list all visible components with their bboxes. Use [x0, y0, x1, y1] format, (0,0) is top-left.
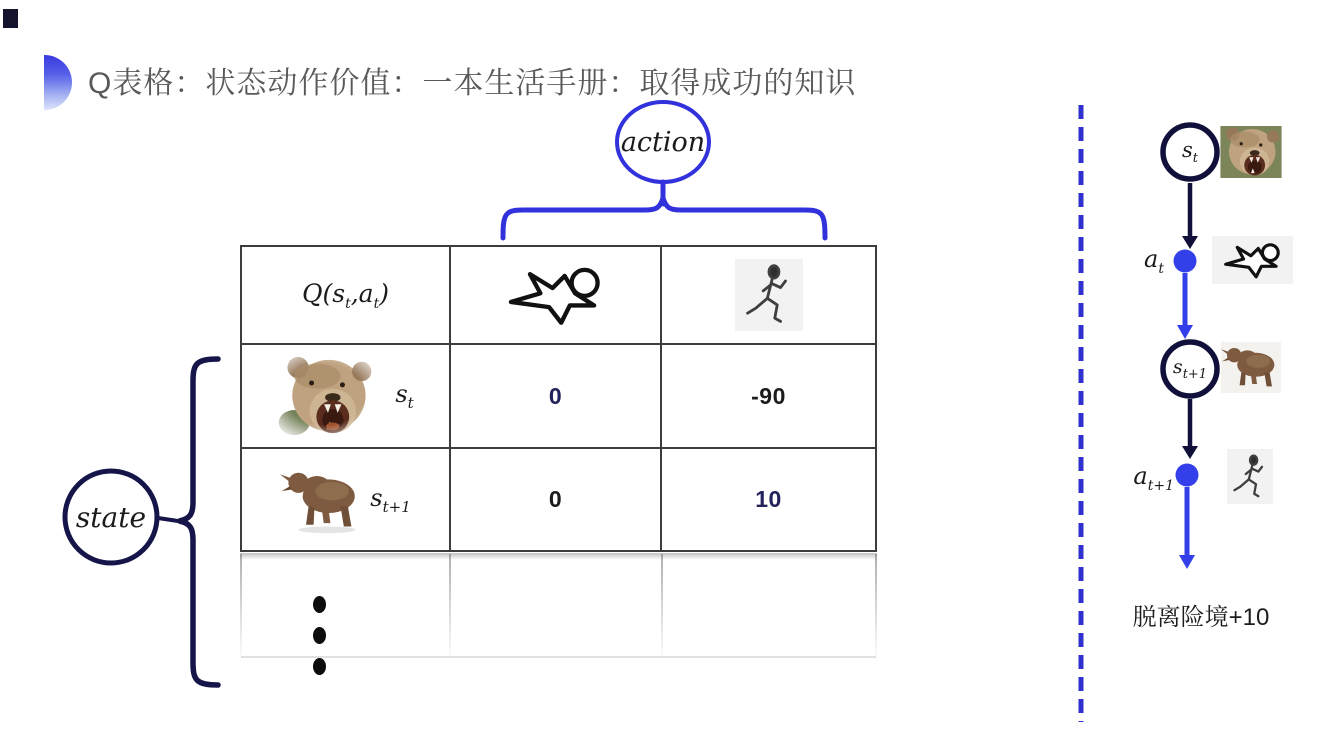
- q-table-row-st-cell: [242, 345, 451, 449]
- q-value-st1-run-cell: [662, 449, 875, 550]
- table-reflection-line: [240, 554, 242, 662]
- roaring-bear-image: [277, 355, 377, 437]
- ellipsis-dot: [313, 627, 326, 644]
- lying-person-icon: [504, 257, 608, 333]
- q-table-header-formula-cell: [242, 247, 451, 345]
- q-table-header-action1-cell: [451, 247, 662, 345]
- seq-roaring-bear-image: [1218, 126, 1284, 183]
- seq-at-label: $a_t$: [1144, 245, 1164, 277]
- q-value: -90: [751, 382, 786, 409]
- walking-bear-image: [280, 457, 364, 543]
- page-title: Q表格：状态动作价值：一本生活手册：取得成功的知识: [88, 67, 857, 100]
- q-table-header-action2-cell: [662, 247, 875, 345]
- table-reflection-line: [875, 554, 877, 662]
- q-value-st-run-cell: [662, 345, 875, 449]
- q-formula: $Q(s_t,a_t)$: [302, 278, 389, 312]
- seq-st-label: $s_t$: [1181, 138, 1198, 167]
- action-label: action: [620, 126, 706, 158]
- ellipsis-dot: [313, 658, 326, 675]
- row-state-st1-label: $s_{t+1}$: [370, 483, 411, 516]
- table-reflection-shadow: [240, 553, 877, 560]
- ellipsis-dot: [313, 596, 326, 613]
- table-reflection-line: [449, 554, 451, 662]
- table-reflection-line: [241, 656, 876, 658]
- table-reflection-line: [661, 554, 663, 662]
- seq-walking-bear-image: [1218, 342, 1284, 398]
- running-person-icon: [735, 259, 803, 331]
- seq-at1-label: $a_{t+1}$: [1133, 462, 1174, 494]
- q-value: 0: [548, 382, 563, 409]
- outcome-text: 脱离险境+10: [1132, 604, 1270, 631]
- q-value-st-lie-cell: [451, 345, 662, 449]
- seq-lying-person-icon: [1212, 236, 1293, 284]
- row-state-st-label: $s_t$: [395, 380, 414, 412]
- q-table-row-st1-cell: [242, 449, 451, 550]
- q-value-st1-lie-cell: [451, 449, 662, 550]
- state-label: state: [75, 500, 147, 534]
- seq-st1-label: $s_{t+1}$: [1172, 356, 1208, 382]
- sequence-chain-shape: [1163, 125, 1217, 569]
- q-value: 0: [548, 486, 563, 512]
- q-table: [240, 245, 877, 552]
- q-value: 10: [755, 486, 782, 512]
- seq-running-person-icon: [1227, 449, 1273, 504]
